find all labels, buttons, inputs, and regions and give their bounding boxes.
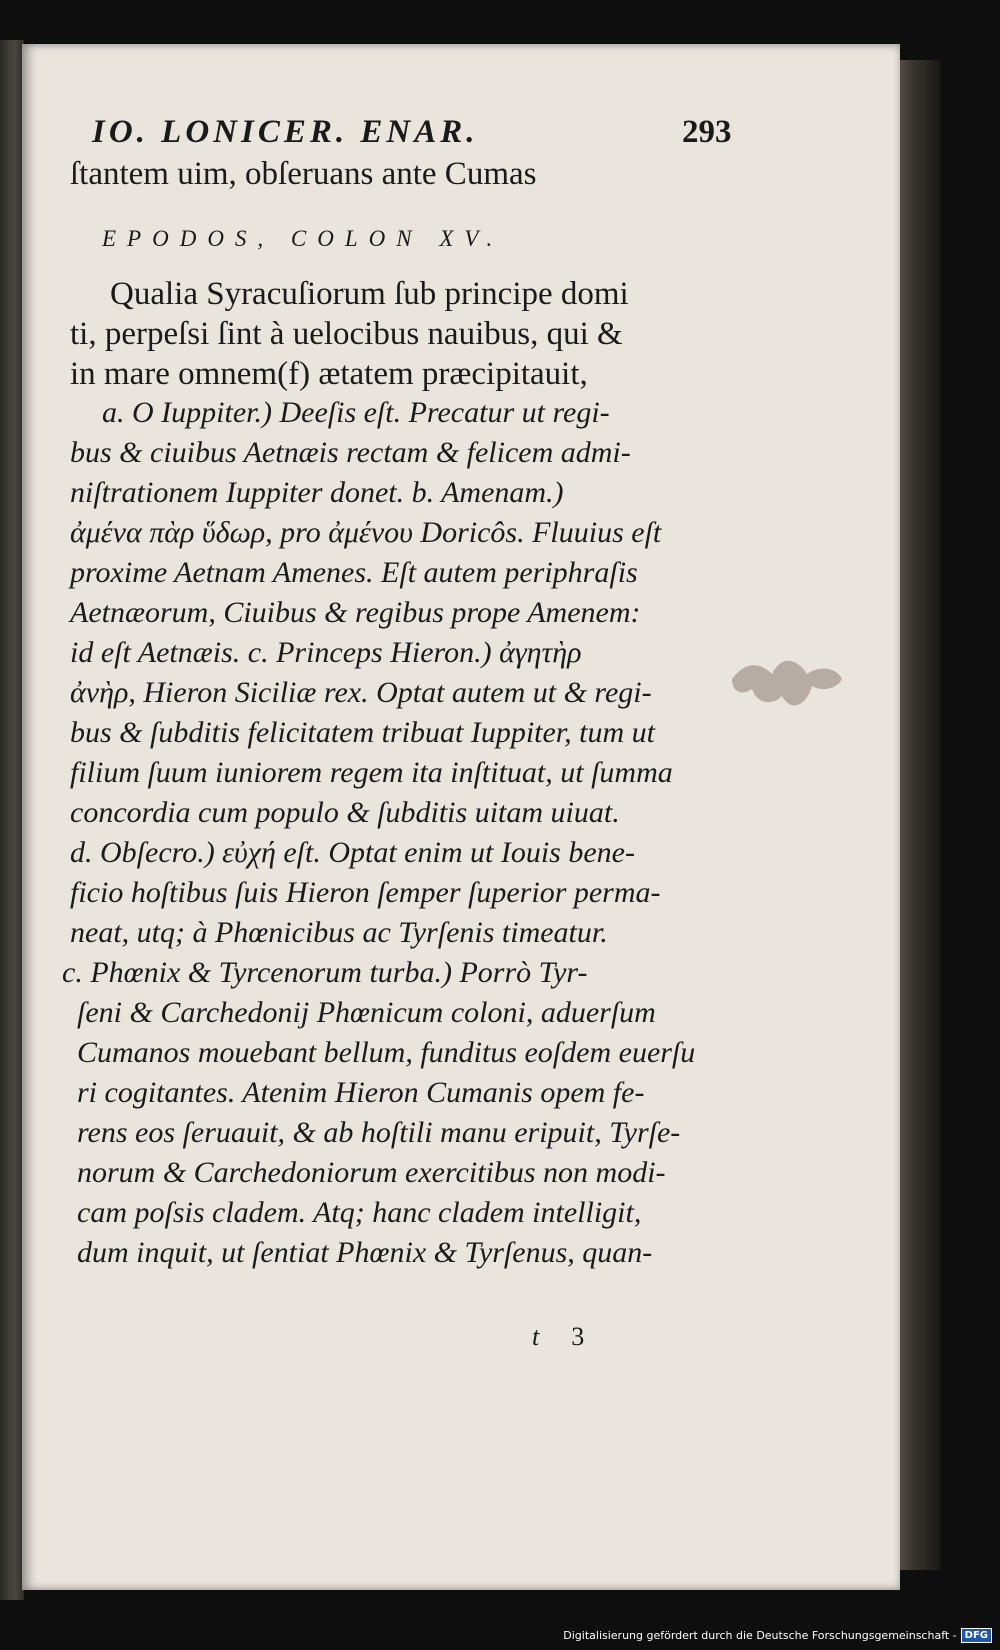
commentary-line: rens eos ſeruauit, & ab hoſtili manu eripuit, Tyrſe- <box>77 1116 681 1149</box>
commentary-line: neat, utq; à Phœnicibus ac Tyrſenis timeatur. <box>70 916 608 949</box>
commentary-line: ἀνὴρ, Hieron Siciliæ rex. Optat autem ut & regi- <box>70 676 652 709</box>
commentary-line: ἀμένα πὰρ ὕδωρ, pro ἀμένου Doricôs. Fluuius eſt <box>70 516 662 549</box>
commentary-line: niſtrationem Iuppiter donet. b. Amenam.) <box>70 476 564 509</box>
verse-line: in mare omnem(f) ætatem præcipitauit, <box>70 356 588 392</box>
footer-credit: Digitalisierung gefördert durch die Deutsche Forschungsgemeinschaft - <box>563 1628 957 1642</box>
book-page <box>22 44 900 1590</box>
catchword: t <box>532 1322 540 1351</box>
book-gutter <box>0 40 24 1600</box>
commentary-line: Cumanos mouebant bellum, funditus eoſdem euerſu <box>77 1036 696 1069</box>
commentary-line: c. Phœnix & Tyrcenorum turba.) Porrò Tyr- <box>62 956 588 989</box>
intro-line: ſtantem uim, obſeruans ante Cumas <box>70 156 537 192</box>
commentary-line: bus & ſubditis felicitatem tribuat Iuppiter, tum ut <box>70 716 655 749</box>
page-edge-shadow <box>895 60 940 1570</box>
commentary-line: bus & ciuibus Aetnæis rectam & felicem admi- <box>70 436 631 469</box>
running-head <box>92 114 732 151</box>
digitization-footer <box>563 1626 992 1644</box>
page-number: 293 <box>682 114 732 150</box>
signature-mark: 3 <box>571 1322 585 1351</box>
commentary-line: concordia cum populo & ſubditis uitam uiuat. <box>70 796 620 829</box>
section-heading: EPODOS, COLON XV. <box>102 226 504 251</box>
commentary-line: ri cogitantes. Atenim Hieron Cumanis opem fe- <box>77 1076 645 1109</box>
commentary-line: filium ſuum iuniorem regem ita inſtituat, ut ſumma <box>70 756 673 789</box>
commentary-line: a. O Iuppiter.) Deeſis eſt. Precatur ut regi- <box>102 396 610 429</box>
commentary-line: proxime Aetnam Amenes. Eſt autem periphraſis <box>70 556 638 589</box>
marginal-ink-stain <box>727 634 847 734</box>
commentary-line: d. Obſecro.) εὐχή eſt. Optat enim ut Iouis bene- <box>70 836 635 869</box>
commentary-line: cam poſsis cladem. Atq; hanc cladem intelligit, <box>77 1196 642 1229</box>
commentary-line: ficio hoſtibus ſuis Hieron ſemper ſuperior perma- <box>70 876 661 909</box>
running-head-title: IO. LONICER. ENAR. <box>92 114 479 150</box>
commentary-line: ſeni & Carchedonij Phœnicum coloni, aduerſum <box>77 996 656 1029</box>
catchword-line <box>532 1322 584 1352</box>
commentary-line: id eſt Aetnæis. c. Princeps Hieron.) ἀγητὴρ <box>70 636 582 669</box>
commentary-line: dum inquit, ut ſentiat Phœnix & Tyrſenus, quan- <box>77 1236 653 1269</box>
dfg-logo: DFG <box>961 1628 992 1643</box>
verse-line: Qualia Syracuſiorum ſub principe domi <box>110 276 629 312</box>
verse-line: ti, perpeſsi ſint à uelocibus nauibus, qui & <box>70 316 623 352</box>
commentary-line: norum & Carchedoniorum exercitibus non modi- <box>77 1156 666 1189</box>
commentary-line: Aetnæorum, Ciuibus & regibus prope Amenem: <box>70 596 641 629</box>
